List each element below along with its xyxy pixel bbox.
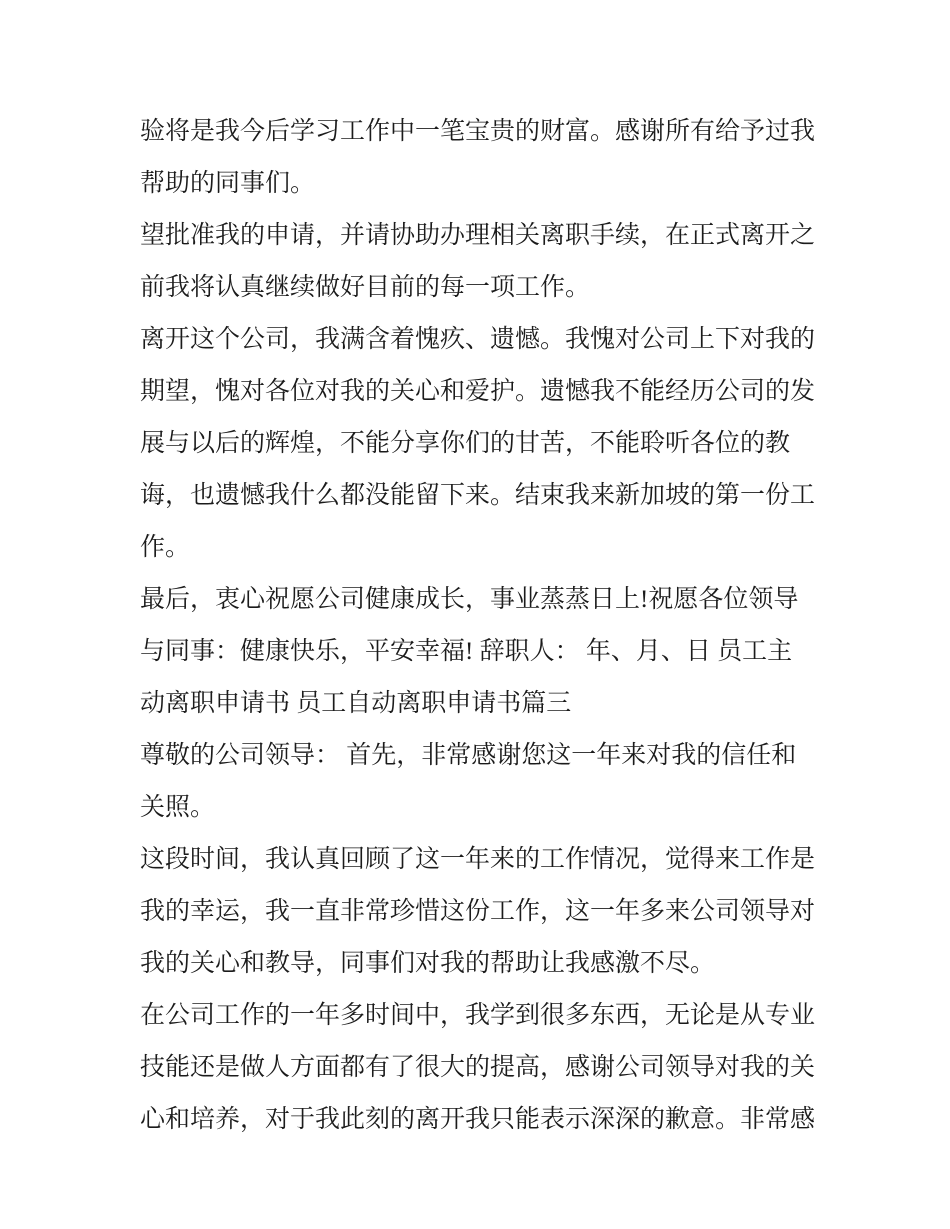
text-line: 动离职申请书 员工自动离职申请书篇三 — [140, 690, 572, 717]
text-line: 离开这个公司，我满含着愧疚、遗憾。我愧对公司上下对我的 — [140, 326, 816, 353]
text-line: 尊敬的公司领导： 首先，非常感谢您这一年来对我的信任和 — [140, 742, 797, 769]
text-line: 我的幸运，我一直非常珍惜这份工作，这一年多来公司领导对 — [140, 898, 816, 925]
text-line: 诲，也遗憾我什么都没能留下来。结束我来新加坡的第一份工 — [140, 482, 816, 509]
text-line: 帮助的同事们。 — [140, 170, 316, 197]
text-line: 验将是我今后学习工作中一笔宝贵的财富。感谢所有给予过我 — [140, 118, 816, 145]
text-line: 望批准我的申请，并请协助办理相关离职手续，在正式离开之 — [140, 222, 816, 249]
text-line: 技能还是做人方面都有了很大的提高，感谢公司领导对我的关 — [140, 1054, 816, 1081]
text-line: 心和培养，对于我此刻的离开我只能表示深深的歉意。非常感 — [140, 1106, 816, 1133]
text-line: 关照。 — [140, 794, 216, 821]
text-line: 期望，愧对各位对我的关心和爱护。遗憾我不能经历公司的发 — [140, 378, 816, 405]
text-line: 作。 — [140, 534, 191, 561]
text-line: 与同事：健康快乐，平安幸福! 辞职人： 年、月、日 员工主 — [140, 638, 793, 665]
text-line: 这段时间，我认真回顾了这一年来的工作情况，觉得来工作是 — [140, 846, 816, 873]
text-line: 在公司工作的一年多时间中，我学到很多东西，无论是从专业 — [140, 1002, 816, 1029]
text-line: 最后，衷心祝愿公司健康成长，事业蒸蒸日上!祝愿各位领导 — [140, 586, 799, 613]
text-line: 前我将认真继续做好目前的每一项工作。 — [140, 274, 591, 301]
document-text-block — [140, 106, 815, 1146]
text-line: 我的关心和教导，同事们对我的帮助让我感激不尽。 — [140, 950, 716, 977]
text-line: 展与以后的辉煌，不能分享你们的甘苦，不能聆听各位的教 — [140, 430, 791, 457]
